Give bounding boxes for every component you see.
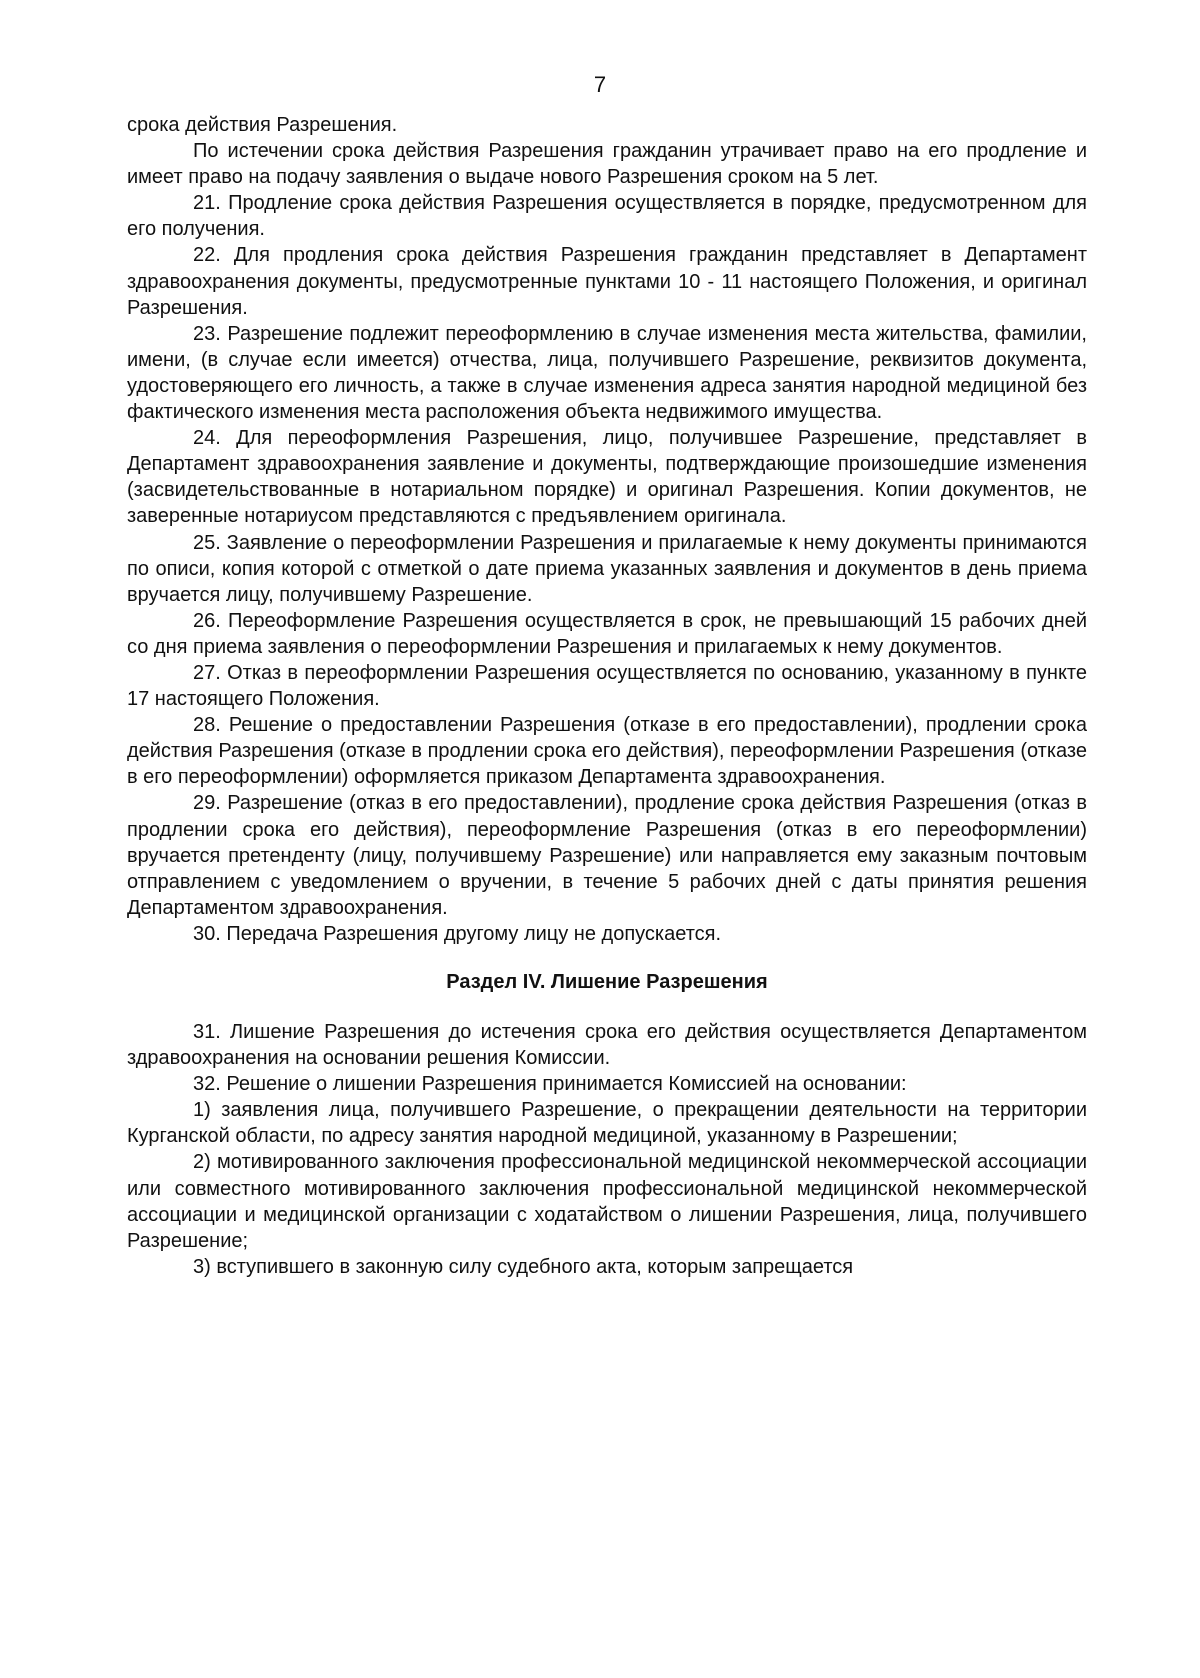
paragraph-25: 25. Заявление о переоформлении Разрешения и прилагаемые к нему документы принимаются по описи, копия которой с отметкой о дате приема указанных заявления и документов в день приема вручается лицу, получившему Разрешение. [127, 531, 1087, 606]
paragraph-26: 26. Переоформление Разрешения осуществляется в срок, не превышающий 15 рабочих дней со дня приема заявления о переоформлении Разрешения и прилагаемых к нему документов. [127, 609, 1087, 658]
paragraph-29: 29. Разрешение (отказ в его предоставлении), продление срока действия Разрешения (отказ в продлении срока его действия), переоформление Разрешения (отказ в его переоформлении) вручается претенденту (лицу, получившему Разрешение) или направляется ему заказным почтовым отправлением с уведомлением о вручении, в течение 5 рабочих дней с даты принятия решения Департаментом здравоохранения. [127, 792, 1087, 919]
section-heading: Раздел IV. Лишение Разрешения [446, 971, 768, 993]
paragraph-24: 24. Для переоформления Разрешения, лицо, получившее Разрешение, представляет в Департамент здравоохранения заявление и документы, подтверждающие произошедшие изменения (засвидетельствованные в нотариальном порядке) и оригинал Разрешения. Копии документов, не заверенные нотариусом представляются с предъявлением оригинала. [127, 427, 1087, 528]
paragraph-27: 27. Отказ в переоформлении Разрешения осуществляется по основанию, указанному в пункте 17 настоящего Положения. [127, 661, 1087, 711]
list-item-2: 2) мотивированного заключения профессиональной медицинской некоммерческой ассоциации или совместного мотивированного заключения профессиональной медицинской некоммерческой ассоциации и медицинской организации с ходатайством о лишении Разрешения, лица, получившего Разрешение; [127, 1151, 1087, 1252]
paragraph-23: 23. Разрешение подлежит переоформлению в случае изменения места жительства, фамилии, имени, (в случае если имеется) отчества, лица, получившего Разрешение, реквизитов документа, удостоверяющего его личность, а также в случае изменения адреса занятия народной медициной без фактического изменения места расположения объекта недвижимого имущества. [127, 322, 1087, 424]
paragraph-expiry: По истечении срока действия Разрешения гражданин утрачивает право на его продление и имеет право на подачу заявления о выдаче нового Разрешения сроком на 5 лет. [127, 140, 1087, 189]
paragraph-22: 22. Для продления срока действия Разрешения гражданин представляет в Департамент здравоохранения документы, предусмотренные пунктами 10 - 11 настоящего Положения, и оригинал Разрешения. [127, 244, 1087, 319]
paragraph-31: 31. Лишение Разрешения до истечения срока его действия осуществляется Департаментом здравоохранения на основании решения Комиссии. [127, 1021, 1087, 1070]
paragraph-28: 28. Решение о предоставлении Разрешения (отказе в его предоставлении), продлении срока действия Разрешения (отказе в продлении срока его действия), переоформлении Разрешения (отказе в его переоформлении) оформляется приказом Департамента здравоохранения. [127, 714, 1087, 789]
paragraph-continuation: срока действия Разрешения. [127, 114, 398, 136]
paragraph-21: 21. Продление срока действия Разрешения осуществляется в порядке, предусмотренном для его получения. [127, 192, 1087, 241]
document-body [127, 112, 1087, 1280]
paragraph-32: 32. Решение о лишении Разрешения принимается Комиссией на основании: [193, 1073, 907, 1096]
paragraph-30: 30. Передача Разрешения другому лицу не допускается. [193, 922, 722, 945]
list-item-3: 3) вступившего в законную силу судебного акта, которым запрещается [193, 1255, 854, 1278]
page-number: 7 [593, 72, 607, 97]
list-item-1: 1) заявления лица, получившего Разрешение, о прекращении деятельности на территории Курганской области, по адресу занятия народной медициной, указанному в Разрешении; [127, 1099, 1087, 1148]
